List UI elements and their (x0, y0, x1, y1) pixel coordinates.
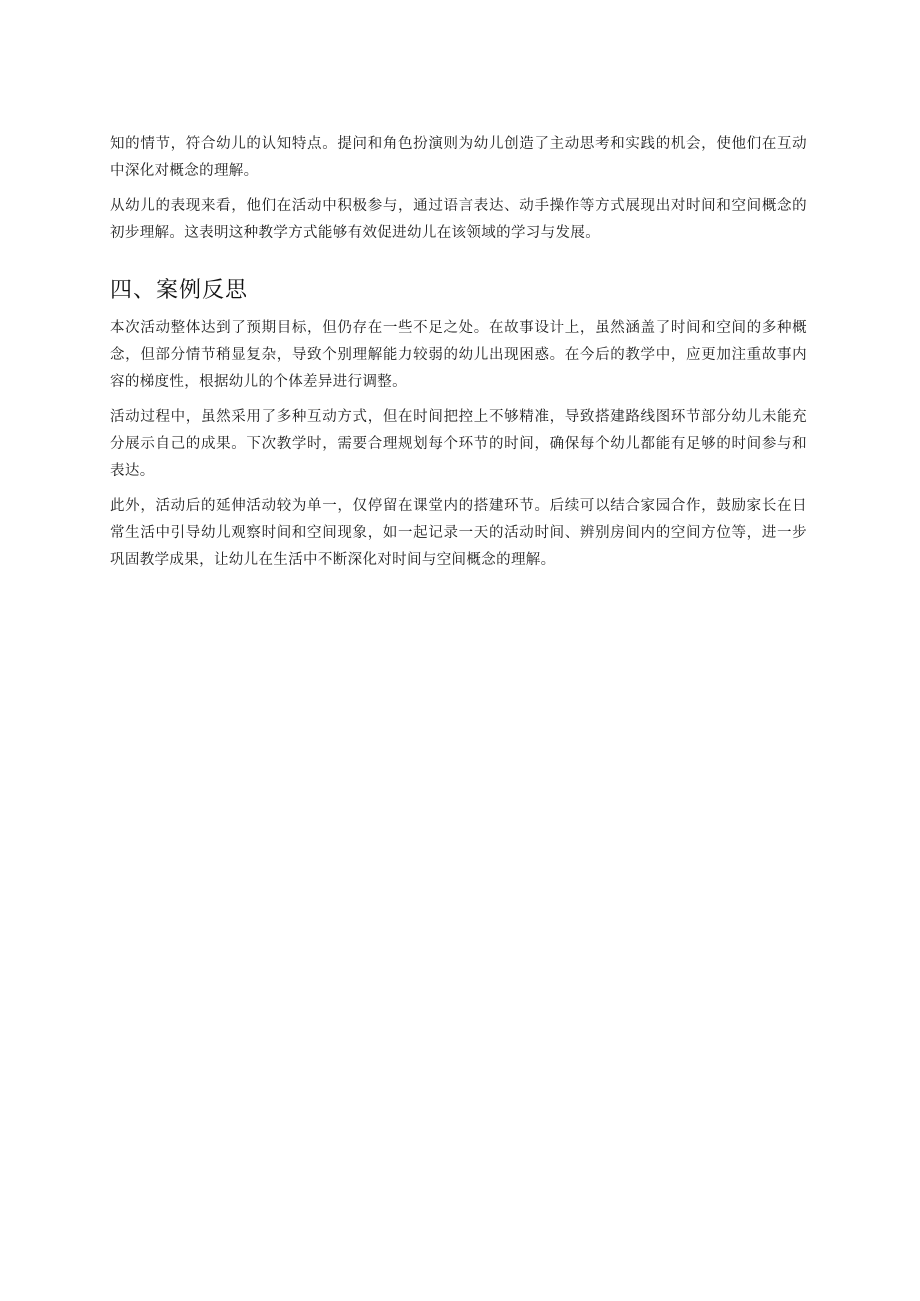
paragraph-reflection-time-control: 活动过程中，虽然采用了多种互动方式，但在时间把控上不够精准，导致搭建路线图环节部分幼儿未能充分展示自己的成果。下次教学时，需要合理规划每个环节的时间，确保每个幼儿都能有足够的时间参与和表达。 (110, 409, 807, 479)
paragraph-children-performance: 从幼儿的表现来看，他们在活动中积极参与，通过语言表达、动手操作等方式展现出对时间和空间概念的初步理解。这表明这种教学方式能够有效促进幼儿在该领域的学习与发展。 (110, 198, 807, 241)
paragraph-reflection-story-design: 本次活动整体达到了预期目标，但仍存在一些不足之处。在故事设计上，虽然涵盖了时间和空间的多种概念，但部分情节稍显复杂，导致个别理解能力较弱的幼儿出现困惑。在今后的教学中，应更加注重故事内容的梯度性，根据幼儿的个体差异进行调整。 (110, 320, 807, 390)
paragraph-reflection-extension-activities: 此外，活动后的延伸活动较为单一，仅停留在课堂内的搭建环节。后续可以结合家园合作，鼓励家长在日常生活中引导幼儿观察时间和空间现象，如一起记录一天的活动时间、辨别房间内的空间方位等，进一步巩固教学成果，让幼儿在生活中不断深化对时间与空间概念的理解。 (110, 498, 807, 568)
section-heading-case-reflection: 四、案例反思 (110, 278, 249, 303)
paragraph-analysis-continued: 知的情节，符合幼儿的认知特点。提问和角色扮演则为幼儿创造了主动思考和实践的机会，使他们在互动中深化对概念的理解。 (110, 136, 807, 179)
document-body (110, 131, 807, 582)
